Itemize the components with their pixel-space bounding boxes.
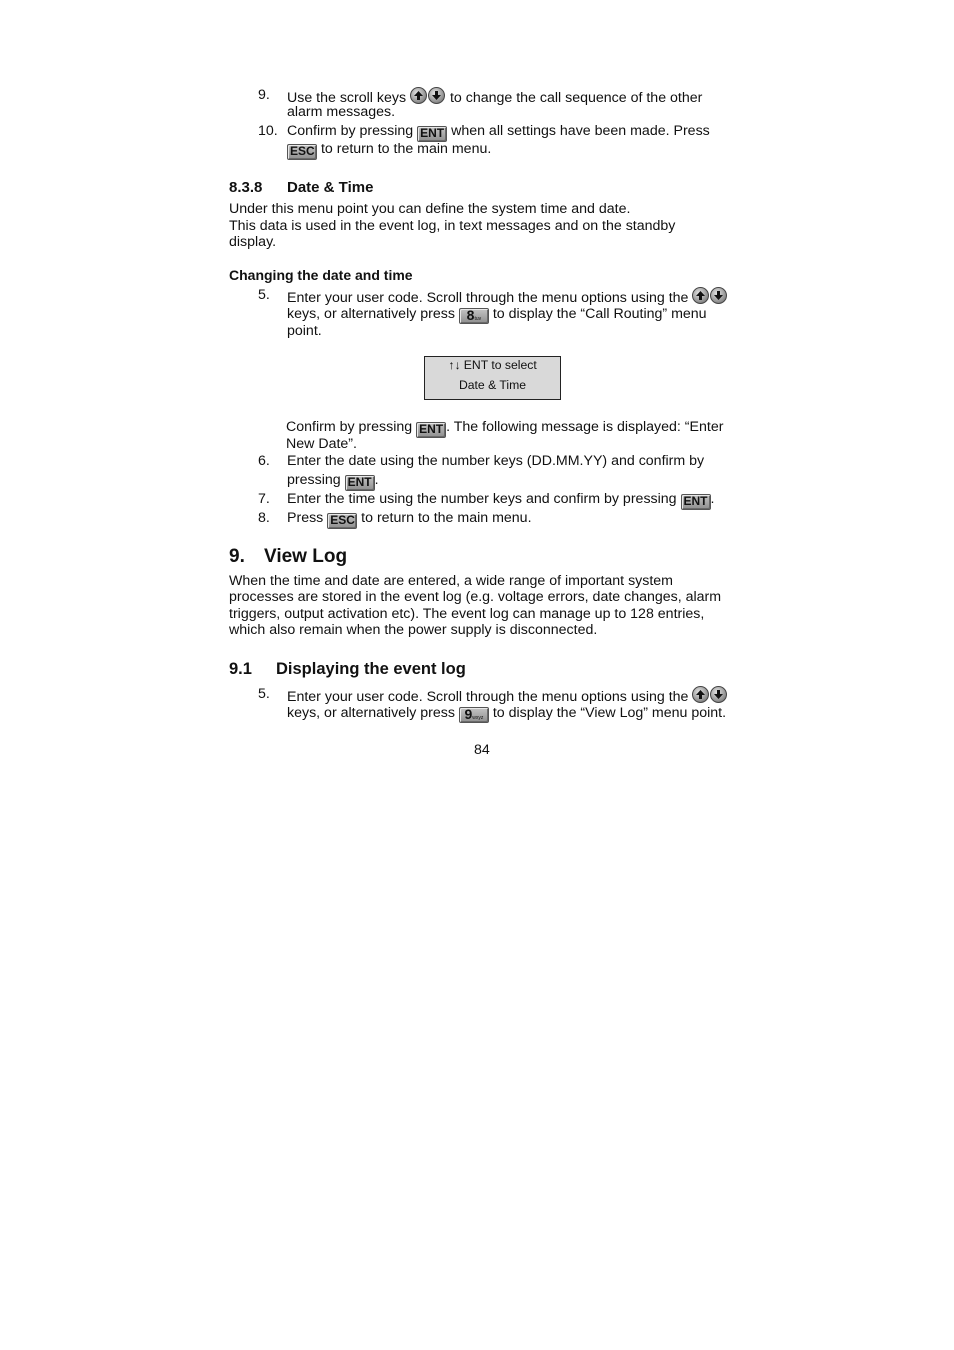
step-number: 6. bbox=[258, 453, 270, 469]
step-number: 10. bbox=[258, 123, 278, 139]
step-5-line-1 bbox=[287, 287, 728, 307]
esc-key-icon: ESC bbox=[287, 144, 317, 160]
step-text: to change the call sequence of the other bbox=[449, 90, 703, 106]
step-text: keys, or alternatively press bbox=[287, 705, 455, 721]
step-text: Confirm by pressing bbox=[286, 419, 413, 435]
chapter-title: View Log bbox=[264, 546, 348, 567]
key-sub-label: wxyz bbox=[472, 715, 484, 721]
step-text: Enter your user code. Scroll through the menu options using the bbox=[287, 290, 689, 306]
paragraph-line: When the time and date are entered, a wide range of important system bbox=[229, 573, 673, 589]
chapter-number: 9. bbox=[229, 546, 245, 567]
esc-key-icon: ESC bbox=[327, 513, 357, 529]
step-text: Press bbox=[287, 510, 324, 526]
key-main-label: 9 bbox=[464, 706, 473, 722]
key-main-label: 8 bbox=[466, 307, 475, 323]
paragraph-line: This data is used in the event log, in text messages and on the standby bbox=[229, 218, 676, 234]
step-8-line-1 bbox=[287, 510, 532, 529]
paragraph-line: which also remain when the power supply is disconnected. bbox=[229, 622, 598, 638]
step-text: to display the “View Log” menu point. bbox=[492, 705, 727, 721]
step-text: Enter the time using the number keys and confirm by pressing bbox=[287, 491, 677, 507]
step-6-line-1: Enter the date using the number keys (DD.MM.YY) and confirm by bbox=[287, 453, 705, 469]
step-number: 5. bbox=[258, 686, 270, 702]
section-title: Date & Time bbox=[287, 179, 374, 196]
section-title: Displaying the event log bbox=[276, 660, 466, 678]
step-10-line-1 bbox=[287, 123, 710, 142]
subheading: Changing the date and time bbox=[229, 267, 413, 283]
step-text: Enter your user code. Scroll through the menu options using the bbox=[287, 689, 689, 705]
step-6-line-2 bbox=[287, 472, 379, 491]
step-text: . bbox=[374, 472, 379, 488]
ent-key-icon: ENT bbox=[345, 475, 375, 491]
step-9-line-2: alarm messages. bbox=[287, 104, 396, 120]
scroll-down-key-icon bbox=[710, 287, 727, 304]
step-5-line-3: point. bbox=[287, 323, 322, 339]
step-text: Confirm by pressing bbox=[287, 123, 414, 139]
lcd-display bbox=[424, 356, 561, 400]
step-text: when all settings have been made. Press bbox=[451, 123, 710, 139]
ent-key-icon: ENT bbox=[681, 494, 711, 510]
ent-key-icon: ENT bbox=[417, 126, 447, 142]
step-text: . bbox=[710, 491, 715, 507]
section-number: 9.1 bbox=[229, 660, 252, 678]
step-number: 5. bbox=[258, 287, 270, 303]
step-text: keys, or alternatively press bbox=[287, 306, 455, 322]
display-line-2: Date & Time bbox=[458, 378, 527, 392]
scroll-up-key-icon bbox=[410, 87, 427, 104]
step-7-line-1 bbox=[287, 491, 714, 510]
section-number: 8.3.8 bbox=[229, 179, 263, 196]
scroll-down-key-icon bbox=[428, 87, 445, 104]
step-text: Use the scroll keys bbox=[287, 90, 407, 106]
step-10-line-2 bbox=[287, 141, 491, 160]
step-number: 9. bbox=[258, 87, 270, 103]
step-text: to return to the main menu. bbox=[320, 141, 492, 157]
step-text: to return to the main menu. bbox=[361, 510, 532, 526]
step-5-line-2 bbox=[287, 705, 726, 723]
paragraph-line: triggers, output activation etc). The event log can manage up to 128 entries, bbox=[229, 606, 705, 622]
scroll-up-key-icon bbox=[692, 287, 709, 304]
paragraph-line: Under this menu point you can define the system time and date. bbox=[229, 201, 631, 217]
ent-key-icon: ENT bbox=[416, 422, 446, 438]
key-sub-label: tuv bbox=[474, 316, 482, 322]
step-5-line-2 bbox=[287, 306, 707, 324]
confirm-line-2: New Date”. bbox=[286, 436, 357, 452]
step-5-line-1 bbox=[287, 686, 728, 706]
number-9-key-icon bbox=[459, 707, 489, 723]
step-text: . The following message is displayed: “Enter bbox=[446, 419, 724, 435]
step-text: pressing bbox=[287, 472, 341, 488]
paragraph-line: display. bbox=[229, 234, 277, 250]
scroll-down-key-icon bbox=[710, 686, 727, 703]
display-line-1: ↑↓ ENT to select bbox=[448, 358, 537, 372]
step-number: 7. bbox=[258, 491, 270, 507]
page-number: 84 bbox=[474, 742, 490, 758]
scroll-up-key-icon bbox=[692, 686, 709, 703]
paragraph-line: processes are stored in the event log (e.g. voltage errors, date changes, alarm bbox=[229, 589, 722, 605]
step-number: 8. bbox=[258, 510, 270, 526]
number-8-key-icon bbox=[459, 308, 489, 324]
step-text: to display the “Call Routing” menu bbox=[492, 306, 707, 322]
